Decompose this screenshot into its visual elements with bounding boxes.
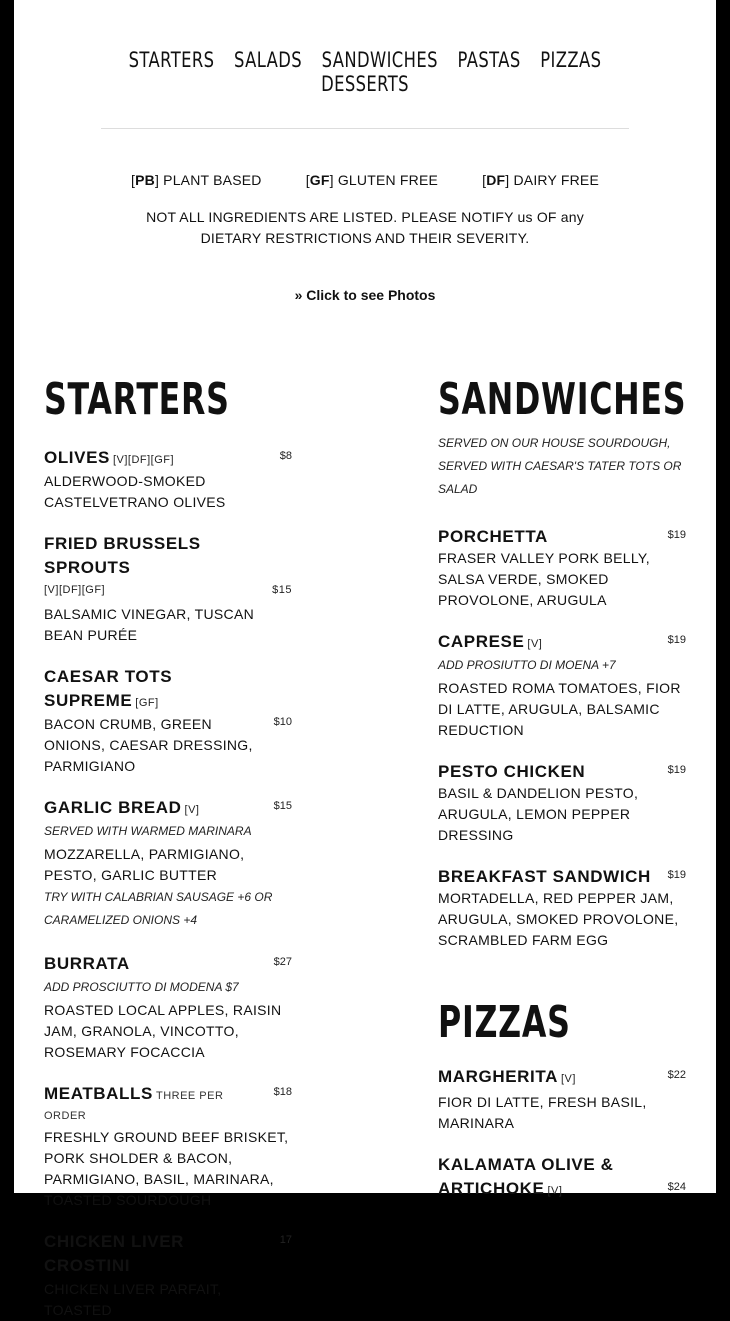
- item-tags: [GF]: [135, 697, 159, 709]
- item-subtitle: THREE PER ORDER: [44, 1090, 224, 1122]
- item-desc: MORTADELLA, RED PEPPER JAM, ARUGULA, SMOKED PROVOLONE, SCRAMBLED FARM EGG: [438, 890, 679, 948]
- legend-dairy-free: [DF] DAIRY FREE: [482, 172, 599, 188]
- menu-item: [438, 630, 686, 741]
- menu-item: [44, 796, 292, 932]
- sandwiches-section: [438, 372, 686, 1201]
- item-price: $22: [667, 1069, 686, 1081]
- item-name: MEATBALLS: [44, 1084, 153, 1103]
- menu-item: [438, 1153, 686, 1201]
- item-name: CAESAR TOTS SUPREME: [44, 667, 173, 710]
- menu-item: [44, 446, 292, 513]
- item-name: PORCHETTA: [438, 527, 548, 546]
- item-tags: [V]: [527, 638, 543, 650]
- item-price: $19: [667, 869, 686, 881]
- item-note: ADD PROSIUTTO DI MOENA +7: [438, 658, 616, 672]
- item-note: SERVED WITH WARMED MARINARA: [44, 824, 252, 838]
- item-price: $19: [667, 634, 686, 646]
- menu-item: [438, 760, 686, 846]
- item-price: $10: [273, 716, 292, 728]
- item-tags: [V]: [560, 1073, 576, 1085]
- starters-section: [44, 372, 292, 1321]
- item-desc: FIOR DI LATTE, FRESH BASIL, MARINARA: [438, 1094, 647, 1131]
- menu-item: [44, 1230, 292, 1321]
- menu-item: [44, 665, 292, 777]
- item-price: $8: [279, 450, 292, 462]
- item-desc: FRESHLY GROUND BEEF BRISKET, PORK SHOLDER & BACON, PARMIGIANO, BASIL, MARINARA, TOASTED SOURDOUGH: [44, 1129, 289, 1208]
- nav-sandwiches[interactable]: SANDWICHES: [321, 48, 438, 72]
- item-name: PESTO CHICKEN: [438, 762, 586, 781]
- nav-starters[interactable]: STARTERS: [128, 48, 215, 72]
- legend-gluten-free: [GF] GLUTEN FREE: [305, 172, 439, 188]
- menu-item: [438, 865, 686, 951]
- item-desc: CHICKEN LIVER PARFAIT, TOASTED: [44, 1281, 222, 1318]
- menu-item: [44, 532, 292, 646]
- item-price: 17: [279, 1234, 292, 1246]
- photos-link[interactable]: » Click to see Photos: [294, 287, 436, 303]
- menu-page: [14, 0, 716, 1318]
- item-name: KALAMATA OLIVE & ARTICHOKE: [438, 1155, 614, 1198]
- menu-item: [44, 1082, 292, 1211]
- item-name: MARGHERITA: [438, 1067, 558, 1086]
- menu-item: [438, 525, 686, 611]
- item-tags: [V][DF][GF]: [112, 454, 175, 466]
- item-price: $19: [667, 764, 686, 776]
- item-tags: [V]: [547, 1185, 563, 1197]
- item-price: $18: [273, 1086, 292, 1098]
- item-desc: BASIL & DANDELION PESTO, ARUGULA, LEMON PEPPER DRESSING: [438, 785, 639, 843]
- menu-item: [438, 1065, 686, 1134]
- item-desc: ROASTED LOCAL APPLES, RAISIN JAM, GRANOLA, VINCOTTO, ROSEMARY FOCACCIA: [44, 1002, 282, 1060]
- item-name: CAPRESE: [438, 632, 525, 651]
- nav-pizzas[interactable]: PIZZAS: [540, 48, 602, 72]
- item-desc: BALSAMIC VINEGAR, TUSCAN BEAN PURÉE: [44, 606, 254, 643]
- divider: [101, 128, 629, 129]
- item-name: GARLIC BREAD: [44, 798, 182, 817]
- item-name: CHICKEN LIVER CROSTINI: [44, 1232, 185, 1275]
- section-title: STARTERS: [44, 374, 230, 425]
- allergy-notice: NOT ALL INGREDIENTS ARE LISTED. PLEASE NOTIFY us OF any DIETARY RESTRICTIONS AND THEIR SEVERITY.: [146, 209, 584, 246]
- item-desc: MOZZARELLA, PARMIGIANO, PESTO, GARLIC BUTTER: [44, 846, 245, 883]
- menu-item: [44, 952, 292, 1063]
- dietary-legend: [14, 172, 716, 188]
- section-title: PIZZAS: [438, 997, 571, 1048]
- item-desc: ROASTED ROMA TOMATOES, FIOR DI LATTE, ARUGULA, BALSAMIC REDUCTION: [438, 680, 681, 738]
- item-tags: [V]: [184, 804, 200, 816]
- category-nav: [91, 48, 639, 96]
- item-price: $19: [667, 529, 686, 541]
- item-desc: BACON CRUMB, GREEN ONIONS, CAESAR DRESSING, PARMIGIANO: [44, 716, 253, 774]
- item-note: ADD PROSCIUTTO DI MODENA $7: [44, 980, 239, 994]
- item-name: BREAKFAST SANDWICH: [438, 867, 651, 886]
- nav-desserts[interactable]: DESSERTS: [321, 72, 409, 96]
- item-name: OLIVES: [44, 448, 110, 467]
- nav-salads[interactable]: SALADS: [234, 48, 303, 72]
- nav-pastas[interactable]: PASTAS: [457, 48, 521, 72]
- item-desc: ALDERWOOD-SMOKED CASTELVETRANO OLIVES: [44, 473, 226, 510]
- item-tags: [V][DF][GF] $15: [44, 580, 292, 600]
- legend-plant-based: [PB] PLANT BASED: [131, 172, 262, 188]
- item-name: BURRATA: [44, 954, 130, 973]
- item-extra: TRY WITH CALABRIAN SAUSAGE +6 OR CARAMELIZED ONIONS +4: [44, 890, 273, 927]
- item-price: $24: [667, 1181, 686, 1193]
- item-name: FRIED BRUSSELS SPROUTS: [44, 534, 201, 577]
- item-desc: FRASER VALLEY PORK BELLY, SALSA VERDE, SMOKED PROVOLONE, ARUGULA: [438, 550, 650, 608]
- section-title: SANDWICHES: [438, 374, 687, 425]
- item-price: $27: [273, 956, 292, 968]
- section-note: SERVED ON OUR HOUSE SOURDOUGH, SERVED WITH CAESAR'S TATER TOTS OR SALAD: [438, 436, 682, 496]
- item-price: $15: [272, 584, 292, 596]
- item-price: $15: [273, 800, 292, 812]
